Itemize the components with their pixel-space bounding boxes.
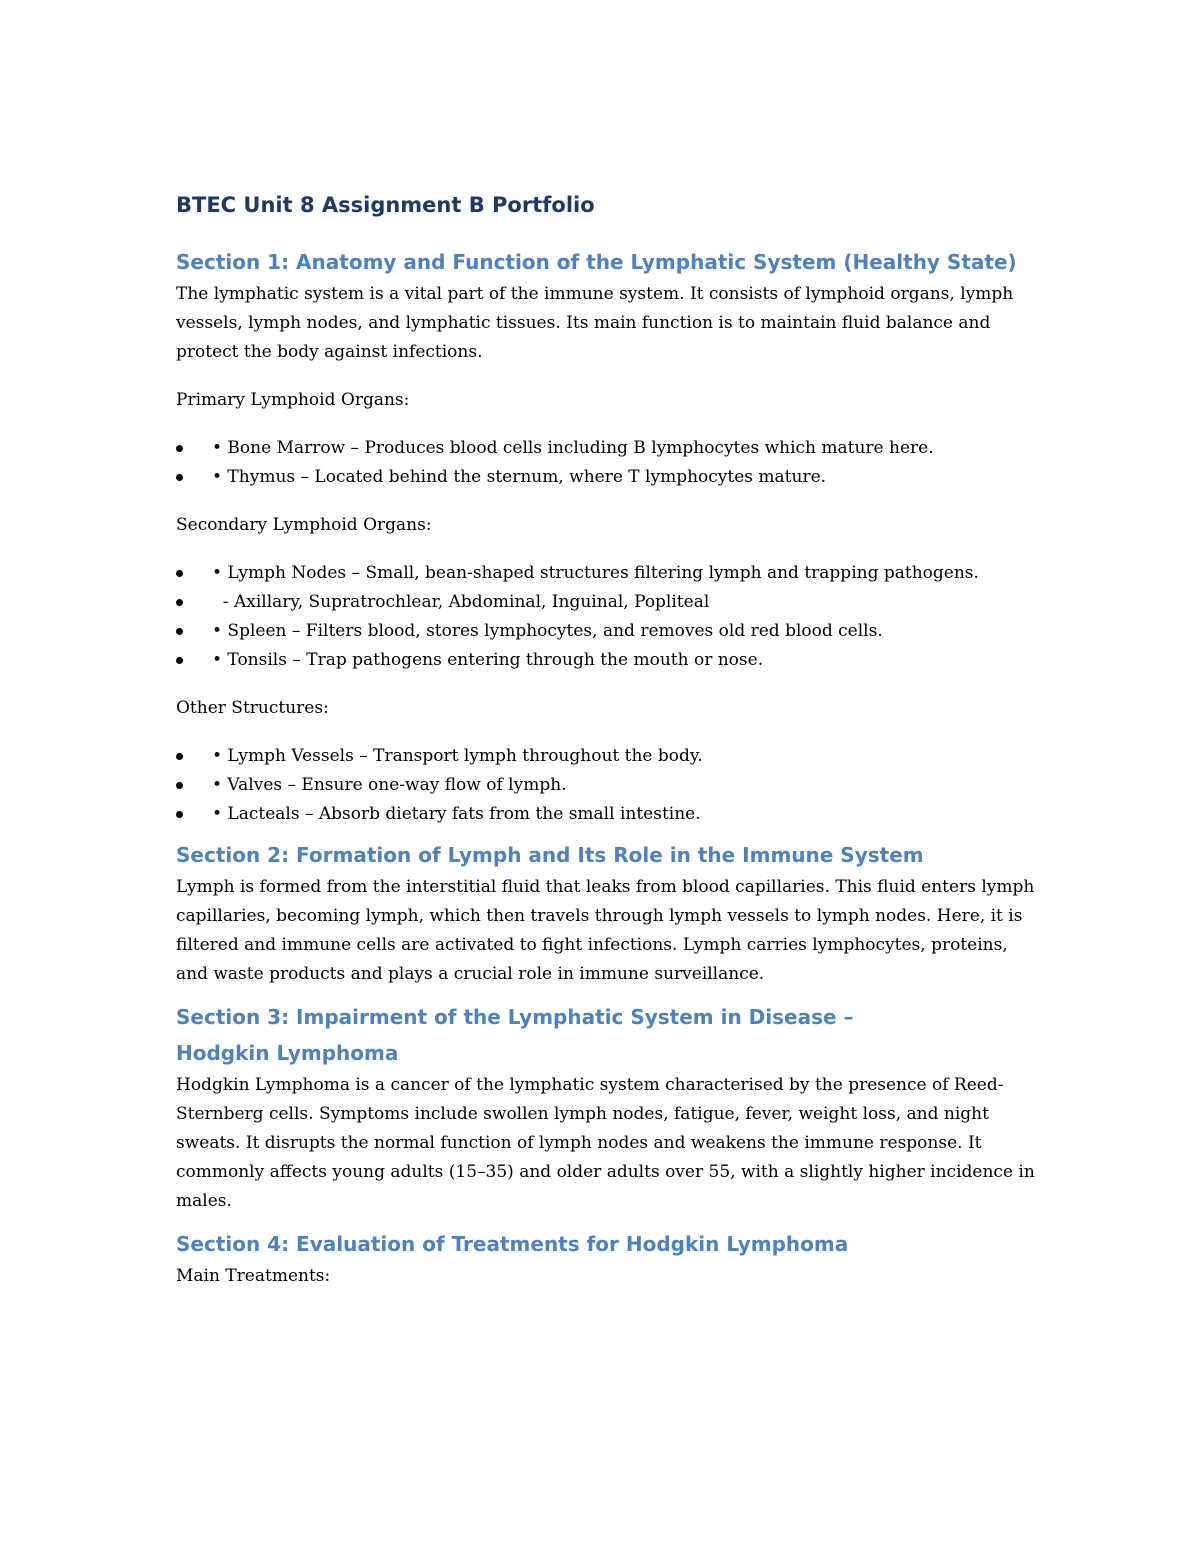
bullet-icon	[176, 753, 183, 760]
list-item-text: • Lymph Nodes – Small, bean-shaped structures filtering lymph and trapping pathogens.	[212, 563, 979, 583]
list-item	[176, 434, 1036, 463]
document-title: BTEC Unit 8 Assignment B Portfolio	[176, 193, 595, 217]
list-item	[176, 646, 1036, 675]
main-treatments-label: Main Treatments:	[176, 1266, 331, 1286]
bullet-icon	[176, 445, 183, 452]
section-3-heading: Section 3: Impairment of the Lymphatic System in Disease – Hodgkin Lymphoma	[176, 1005, 854, 1065]
section-1-heading: Section 1: Anatomy and Function of the Lymphatic System (Healthy State)	[176, 250, 1017, 274]
list-item-text: • Valves – Ensure one-way flow of lymph.	[212, 775, 567, 795]
list-item	[176, 463, 1036, 492]
list-item-text: • Tonsils – Trap pathogens entering through the mouth or nose.	[212, 650, 764, 670]
list-item	[176, 771, 1036, 800]
list-item	[176, 617, 1036, 646]
list-item	[176, 742, 1036, 771]
secondary-organs-list	[176, 559, 1036, 675]
section-4-heading: Section 4: Evaluation of Treatments for Hodgkin Lymphoma	[176, 1232, 849, 1256]
list-item	[176, 800, 1036, 829]
section-2-heading: Section 2: Formation of Lymph and Its Role in the Immune System	[176, 843, 924, 867]
list-item-text: • Lacteals – Absorb dietary fats from the small intestine.	[212, 804, 701, 824]
secondary-organs-label: Secondary Lymphoid Organs:	[176, 515, 432, 535]
list-item-text: • Thymus – Located behind the sternum, where T lymphocytes mature.	[212, 467, 827, 487]
bullet-icon	[176, 628, 183, 635]
list-item	[176, 559, 1036, 588]
list-item-text: • Bone Marrow – Produces blood cells including B lymphocytes which mature here.	[212, 438, 934, 458]
section-3-body: Hodgkin Lymphoma is a cancer of the lymphatic system characterised by the presence of Reed-Sternberg cells. Symptoms include swollen lymph nodes, fatigue, fever, weight loss, and night sweats. It disrupts the normal function of lymph nodes and weakens the immune response. It commonly affects young adults (15–35) and older adults over 55, with a slightly higher incidence in males.	[176, 1075, 1035, 1211]
document-page	[176, 190, 1036, 1291]
bullet-icon	[176, 811, 183, 818]
primary-organs-label: Primary Lymphoid Organs:	[176, 390, 410, 410]
other-structures-list	[176, 742, 1036, 829]
section-2-body: Lymph is formed from the interstitial fluid that leaks from blood capillaries. This fluid enters lymph capillaries, becoming lymph, which then travels through lymph vessels to lymph nodes. Here, it is filtered and immune cells are activated to fight infections. Lymph carries lymphocytes, proteins, and waste products and plays a crucial role in immune surveillance.	[176, 877, 1035, 984]
bullet-icon	[176, 657, 183, 664]
list-item	[176, 588, 1036, 617]
bullet-icon	[176, 782, 183, 789]
primary-organs-list	[176, 434, 1036, 492]
bullet-icon	[176, 570, 183, 577]
bullet-icon	[176, 474, 183, 481]
bullet-icon	[176, 599, 183, 606]
section-1-intro: The lymphatic system is a vital part of the immune system. It consists of lymphoid organs, lymph vessels, lymph nodes, and lymphatic tissues. Its main function is to maintain fluid balance and protect the body against infections.	[176, 284, 1014, 362]
other-structures-label: Other Structures:	[176, 698, 329, 718]
list-item-text: • Lymph Vessels – Transport lymph throughout the body.	[212, 746, 703, 766]
list-item-text: • Spleen – Filters blood, stores lymphocytes, and removes old red blood cells.	[212, 621, 883, 641]
list-item-text: - Axillary, Supratrochlear, Abdominal, Inguinal, Popliteal	[212, 592, 710, 612]
